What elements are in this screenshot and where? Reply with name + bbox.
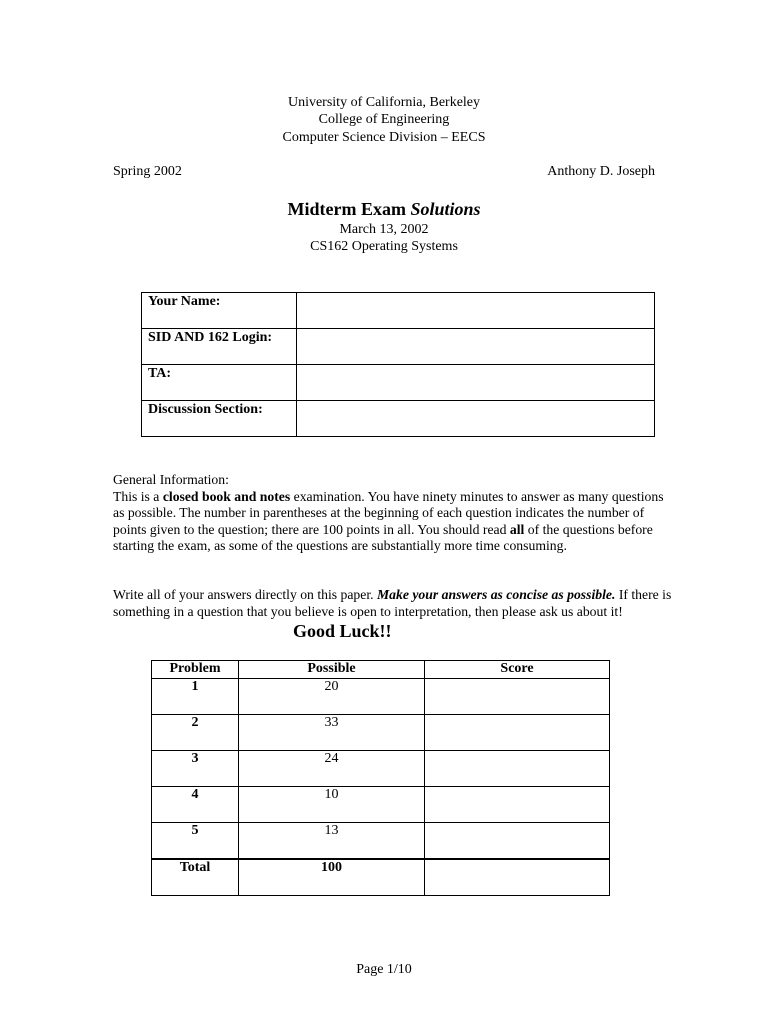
- exam-title-italic: Solutions: [410, 199, 481, 219]
- score-cell[interactable]: [425, 715, 610, 751]
- college-name: College of Engineering: [318, 112, 450, 127]
- page-number: Page 1/10: [356, 962, 412, 977]
- score-cell[interactable]: [425, 823, 610, 860]
- score-table: [151, 660, 610, 896]
- division-name: Computer Science Division – EECS: [282, 130, 486, 145]
- info-row-section: [142, 401, 655, 437]
- sid-login-field[interactable]: [297, 329, 655, 365]
- general-paragraph-1: This is a closed book and notes examination. You have ninety minutes to answer as many questions as possible. The number in parentheses at the beginning of each question indicates the number of points given to the question; there are 100 points in all. You should read all of the questions before starting the exam, as some of the questions are substantially more time consuming.: [113, 488, 664, 553]
- table-row: [152, 679, 610, 715]
- header-possible: Possible: [239, 661, 425, 679]
- table-row: [152, 787, 610, 823]
- total-row: [152, 859, 610, 896]
- info-label: Discussion Section:: [142, 401, 297, 437]
- table-row: [152, 715, 610, 751]
- info-row-sid: [142, 329, 655, 365]
- total-label: Total: [152, 859, 239, 896]
- info-label: TA:: [142, 365, 297, 401]
- course-name: CS162 Operating Systems: [310, 239, 458, 254]
- possible-points: 10: [239, 787, 425, 823]
- problem-number: 4: [152, 787, 239, 823]
- exam-date: March 13, 2002: [339, 222, 429, 237]
- university-name: University of California, Berkeley: [287, 95, 481, 110]
- problem-number: 2: [152, 715, 239, 751]
- exam-title-main: Midterm Exam: [287, 199, 406, 219]
- problem-number: 5: [152, 823, 239, 860]
- semester: Spring 2002: [113, 164, 182, 179]
- possible-points: 33: [239, 715, 425, 751]
- problem-number: 3: [152, 751, 239, 787]
- good-luck: Good Luck!!: [293, 621, 392, 641]
- info-row-name: [142, 293, 655, 329]
- discussion-section-field[interactable]: [297, 401, 655, 437]
- general-information: [113, 472, 673, 555]
- header-score: Score: [425, 661, 610, 679]
- possible-points: 24: [239, 751, 425, 787]
- ta-field[interactable]: [297, 365, 655, 401]
- problem-number: 1: [152, 679, 239, 715]
- student-info-table: [141, 292, 655, 437]
- score-cell[interactable]: [425, 787, 610, 823]
- total-possible: 100: [239, 859, 425, 896]
- score-table-header: [152, 661, 610, 679]
- general-heading: General Information:: [113, 472, 229, 487]
- info-label: SID AND 162 Login:: [142, 329, 297, 365]
- name-field[interactable]: [297, 293, 655, 329]
- info-label: Your Name:: [142, 293, 297, 329]
- score-cell[interactable]: [425, 751, 610, 787]
- score-cell[interactable]: [425, 679, 610, 715]
- header-problem: Problem: [152, 661, 239, 679]
- instructor: Anthony D. Joseph: [547, 164, 655, 179]
- total-score-cell[interactable]: [425, 859, 610, 896]
- table-row: [152, 751, 610, 787]
- info-row-ta: [142, 365, 655, 401]
- exam-title: [0, 199, 768, 219]
- possible-points: 13: [239, 823, 425, 860]
- possible-points: 20: [239, 679, 425, 715]
- general-paragraph-2: Write all of your answers directly on this paper. Make your answers as concise as possible. If there is something in a question that you believe is open to interpretation, then please ask us about it!: [113, 587, 672, 619]
- table-row: [152, 823, 610, 860]
